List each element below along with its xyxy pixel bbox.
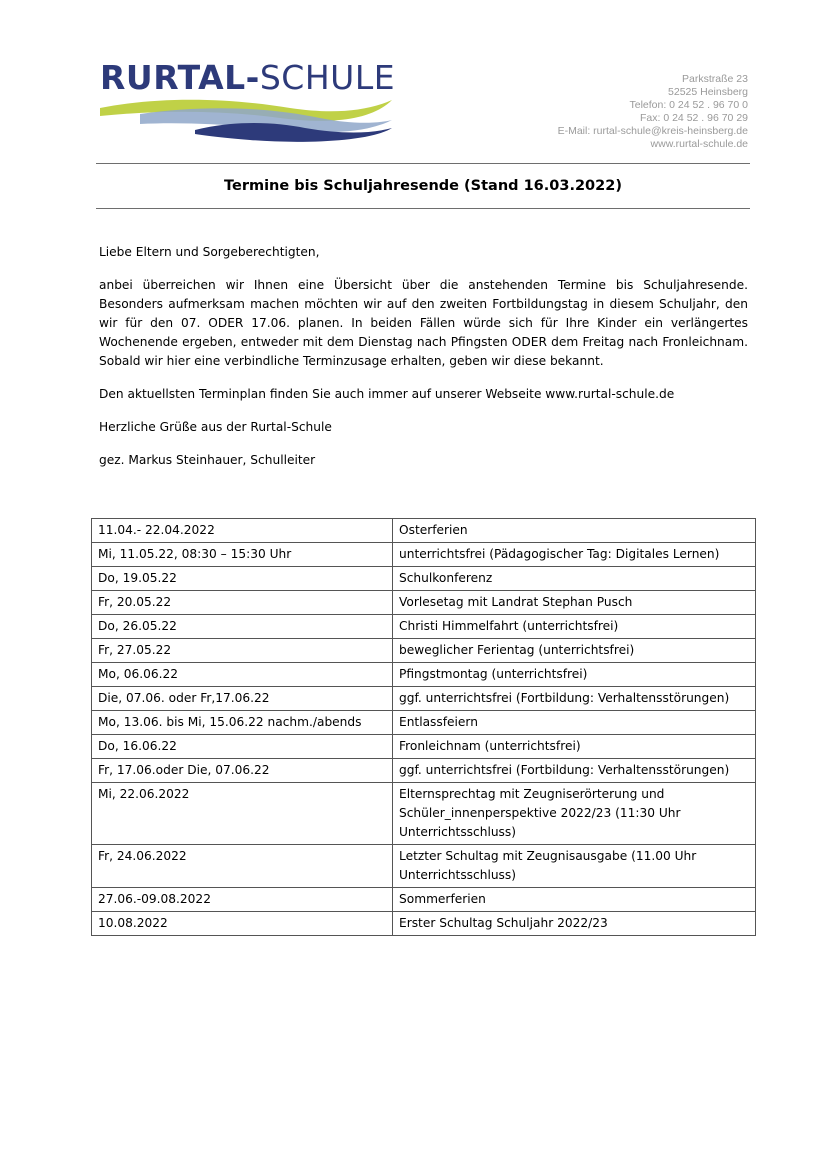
schedule-date: Mi, 11.05.22, 08:30 – 15:30 Uhr <box>92 543 393 567</box>
address-phone: Telefon: 0 24 52 . 96 70 0 <box>629 99 748 111</box>
website-note: Den aktuellsten Terminplan finden Sie auch immer auf unserer Webseite www.rurtal-schule.de <box>99 387 675 401</box>
address-website: www.rurtal-schule.de <box>650 138 748 150</box>
signature: gez. Markus Steinhauer, Schulleiter <box>99 453 316 467</box>
table-row <box>92 591 756 615</box>
table-row <box>92 845 756 888</box>
schedule-event: unterrichtsfrei (Pädagogischer Tag: Digitales Lernen) <box>393 543 756 567</box>
address-email: E-Mail: rurtal-schule@kreis-heinsberg.de <box>557 125 748 137</box>
schedule-event: ggf. unterrichtsfrei (Fortbildung: Verhaltensstörungen) <box>393 759 756 783</box>
schedule-event: beweglicher Ferientag (unterrichtsfrei) <box>393 639 756 663</box>
schedule-event: Entlassfeiern <box>393 711 756 735</box>
greeting: Liebe Eltern und Sorgeberechtigten, <box>99 245 320 259</box>
schedule-date: 10.08.2022 <box>92 912 393 936</box>
schedule-event: Schulkonferenz <box>393 567 756 591</box>
table-row <box>92 519 756 543</box>
school-logo <box>100 58 400 148</box>
schedule-date: Mi, 22.06.2022 <box>92 783 393 845</box>
schedule-table <box>91 518 756 936</box>
table-row <box>92 759 756 783</box>
table-row <box>92 783 756 845</box>
schedule-event: Osterferien <box>393 519 756 543</box>
schedule-date: Fr, 17.06.oder Die, 07.06.22 <box>92 759 393 783</box>
table-row <box>92 912 756 936</box>
schedule-date: Mo, 13.06. bis Mi, 15.06.22 nachm./abends <box>92 711 393 735</box>
schedule-date: Do, 26.05.22 <box>92 615 393 639</box>
schedule-event: Fronleichnam (unterrichtsfrei) <box>393 735 756 759</box>
address-street: Parkstraße 23 <box>682 73 748 85</box>
schedule-event: Pfingstmontag (unterrichtsfrei) <box>393 663 756 687</box>
schedule-date: 27.06.-09.08.2022 <box>92 888 393 912</box>
schedule-event: Vorlesetag mit Landrat Stephan Pusch <box>393 591 756 615</box>
table-row <box>92 663 756 687</box>
document-title: Termine bis Schuljahresende (Stand 16.03.2022) <box>224 178 622 194</box>
table-row <box>92 567 756 591</box>
intro-paragraph: anbei überreichen wir Ihnen eine Übersicht über die anstehenden Termine bis Schuljahresende. Besonders aufmerksam machen möchten wir auf den zweiten Fortbildungstag in diesem Schuljahr, den wir für den 07. ODER 17.06. planen. In beiden Fällen würde sich für Ihre Kinder ein verlängertes Wochenende ergeben, entweder mit dem Dienstag nach Pfingsten ODER dem Freitag nach Fronleichnam. Sobald wir hier eine verbindliche Terminzusage erhalten, geben wir diese bekannt. <box>99 278 748 368</box>
schedule-date: Do, 19.05.22 <box>92 567 393 591</box>
divider-top <box>96 163 750 164</box>
schedule-event: Erster Schultag Schuljahr 2022/23 <box>393 912 756 936</box>
divider-bottom <box>96 208 750 209</box>
address-city: 52525 Heinsberg <box>668 86 748 98</box>
table-row <box>92 543 756 567</box>
schedule-date: Die, 07.06. oder Fr,17.06.22 <box>92 687 393 711</box>
closing: Herzliche Grüße aus der Rurtal-Schule <box>99 420 332 434</box>
address-fax: Fax: 0 24 52 . 96 70 29 <box>640 112 748 124</box>
schedule-event: Christi Himmelfahrt (unterrichtsfrei) <box>393 615 756 639</box>
schedule-date: Mo, 06.06.22 <box>92 663 393 687</box>
schedule-event: ggf. unterrichtsfrei (Fortbildung: Verhaltensstörungen) <box>393 687 756 711</box>
schedule-date: Fr, 24.06.2022 <box>92 845 393 888</box>
schedule-date: Do, 16.06.22 <box>92 735 393 759</box>
schedule-event: Sommerferien <box>393 888 756 912</box>
letter-body <box>99 243 748 484</box>
table-row <box>92 639 756 663</box>
table-row <box>92 711 756 735</box>
table-row <box>92 888 756 912</box>
schedule-date: Fr, 27.05.22 <box>92 639 393 663</box>
table-row <box>92 735 756 759</box>
logo-wordmark <box>100 58 395 98</box>
logo-wave-graphic <box>100 94 395 144</box>
logo-text-rurtal: RURTAL- <box>100 58 260 97</box>
schedule-date: 11.04.- 22.04.2022 <box>92 519 393 543</box>
schedule-event: Letzter Schultag mit Zeugnisausgabe (11.00 Uhr Unterrichtsschluss) <box>393 845 756 888</box>
table-row <box>92 615 756 639</box>
school-address <box>558 73 748 151</box>
schedule-date: Fr, 20.05.22 <box>92 591 393 615</box>
table-row <box>92 687 756 711</box>
schedule-event: Elternsprechtag mit Zeugniserörterung und Schüler_innenperspektive 2022/23 (11:30 Uhr Unterrichtsschluss) <box>393 783 756 845</box>
logo-text-schule: SCHULE <box>259 58 396 97</box>
